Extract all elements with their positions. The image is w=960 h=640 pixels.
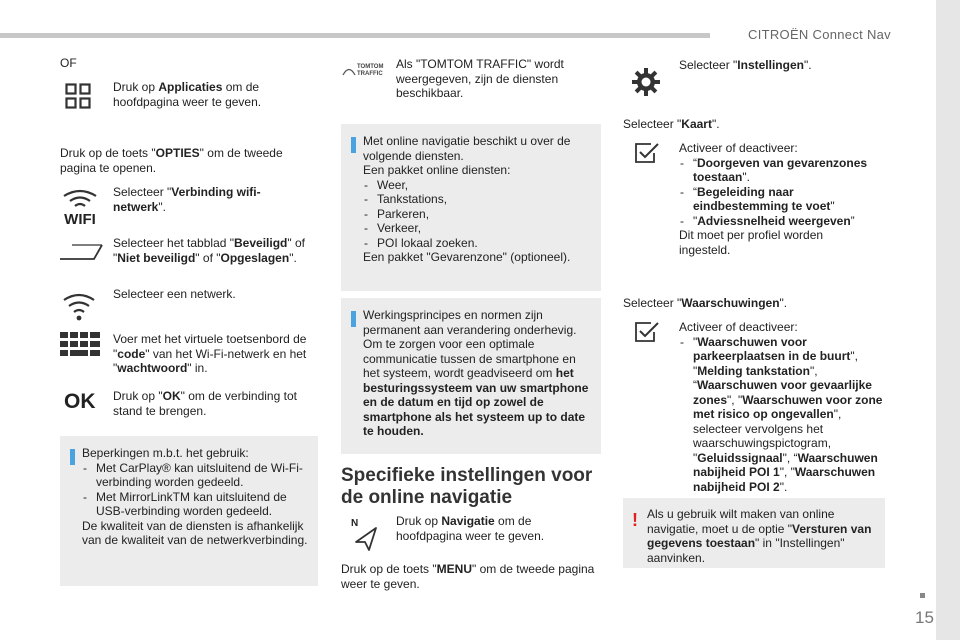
nav-icon-label: N [351,518,359,529]
update-advice-text: Werkingsprincipes en normen zijn permanent aan verandering onderhevig. Om te zorgen voor een optimale communicatie tussen de smartphone en het systeem, wordt geadviseerd om het besturingssysteem van uw smartphone en de datum en tijd op zowel de smartphone als het systeem up to date te houden. [363,308,589,438]
applications-grid-icon [65,83,91,109]
brand-header: CITROËN Connect Nav [748,27,891,42]
page-edge-strip [936,0,960,640]
list-item: - Parkeren, [363,207,595,222]
map-toggles [679,141,869,257]
info-icon [351,137,356,153]
page-marker [920,593,925,598]
ok-instruction: Druk op "OK" om de verbinding tot stand te brengen. [113,389,297,418]
navigation-arrow-icon [350,516,378,552]
keyboard-icon [60,332,100,356]
netwerk-instruction: Selecteer een netwerk. [113,287,236,301]
instellingen-instruction: Selecteer "Instellingen". [679,58,812,72]
wifi-icon [60,186,100,226]
page-number: 15 [915,608,934,627]
info-icon [351,311,356,327]
or-label: OF [60,56,77,70]
list-item: - “Begeleiding naar eindbestemming te voet" [679,185,869,214]
tomtom-text: Als "TOMTOM TRAFFIC" wordt weergegeven, zijn de diensten beschikbaar. [396,57,564,100]
note-intro: Met online navigatie beschikt u over de volgende diensten. [363,134,571,163]
ok-icon: OK [64,390,96,413]
map-options-list [679,156,869,229]
warning-icon: ! [632,510,638,530]
settings-gear-icon [632,68,660,96]
usage-limits-note [60,436,318,586]
update-advice-note [341,298,601,454]
menu-instruction: Druk op de toets "MENU" om de tweede pagina weer te geven. [341,562,595,591]
applicaties-instruction: Druk op Applicaties om de hoofdpagina weer te geven. [113,80,262,109]
tab-instruction: Selecteer het tabblad "Beveiligd" of "Niet beveiligd" of "Opgeslagen". [113,236,305,265]
list-item: - Verkeer, [363,221,595,236]
opties-instruction: Druk op de toets "OPTIES" om de tweede pagina te openen. [60,146,283,175]
online-services-note [341,124,601,291]
warning-toggles [679,320,891,494]
warning-options-list [679,335,891,495]
wifi-instruction: Selecteer "Verbinding wifi-netwerk". [113,185,261,214]
activate-label: Activeer of deactiveer: [679,141,798,155]
data-sharing-warning [623,498,885,568]
tab-shape-icon [58,243,104,261]
wifi-icon-label: WIFI [64,211,96,226]
note-outro: Een pakket "Gevarenzone" (optioneel). [363,250,571,264]
list-item: - Weer, [363,178,595,193]
list-item: - "Waarschuwen voor parkeerplaatsen in de buurt", "Melding tankstation", “Waarschuwen voor gevaarlijke zones", "Waarschuwen voor zone met risico op ongevallen", selecteer vervolgens het waarschuwingspictogram, "Geluidssignaal", “Waarschuwen nabijheid POI 1", "Waarschuwen nabijheid POI 2". [679,335,891,495]
profile-note: Dit moet per profiel worden ingesteld. [679,228,824,257]
kaart-instruction: Selecteer "Kaart". [623,117,720,131]
top-rule [0,33,710,38]
tomtom-logo-line2: TRAFFIC [357,71,383,77]
section-heading: Specifieke instellingen voor de online navigatie [341,465,593,508]
code-instruction: Voer met het virtuele toetsenbord de "code" van het Wi-Fi-netwerk en het "wachtwoord" in. [113,332,307,375]
network-signal-icon [62,292,96,322]
note-list [82,461,314,519]
info-icon [70,449,75,465]
waarschuwingen-instruction: Selecteer "Waarschuwingen". [623,296,788,310]
warning-text: Als u gebruik wilt maken van online navigatie, moet u de optie "Versturen van gegevens toestaan" in "Instellingen" aanvinken. [647,507,872,565]
checkbox-icon [634,142,660,164]
list-item: - “Doorgeven van gevarenzones toestaan". [679,156,869,185]
note-intro: Beperkingen m.b.t. het gebruik: [82,446,249,460]
note-outro: De kwaliteit van de diensten is afhankelijk van de kwaliteit van de netwerkverbinding. [82,518,308,547]
list-item: - POI lokaal zoeken. [363,236,595,251]
list-item: - Met CarPlay® kan uitsluitend de Wi-Fi-verbinding worden gedeeld. [82,461,314,490]
list-item: - Met MirrorLinkTM kan uitsluitend de USB-verbinding worden gedeeld. [82,490,314,519]
list-item: - "Adviessnelheid weergeven” [679,214,869,229]
activate-label: Activeer of deactiveer: [679,320,798,334]
tomtom-traffic-logo [342,63,390,83]
tomtom-logo-line1: TOMTOM [357,64,384,70]
checkbox-icon [634,321,660,343]
services-list [363,178,595,251]
note-intro2: Een pakket online diensten: [363,163,511,177]
navigatie-instruction: Druk op Navigatie om de hoofdpagina weer te geven. [396,514,545,543]
list-item: - Tankstations, [363,192,595,207]
